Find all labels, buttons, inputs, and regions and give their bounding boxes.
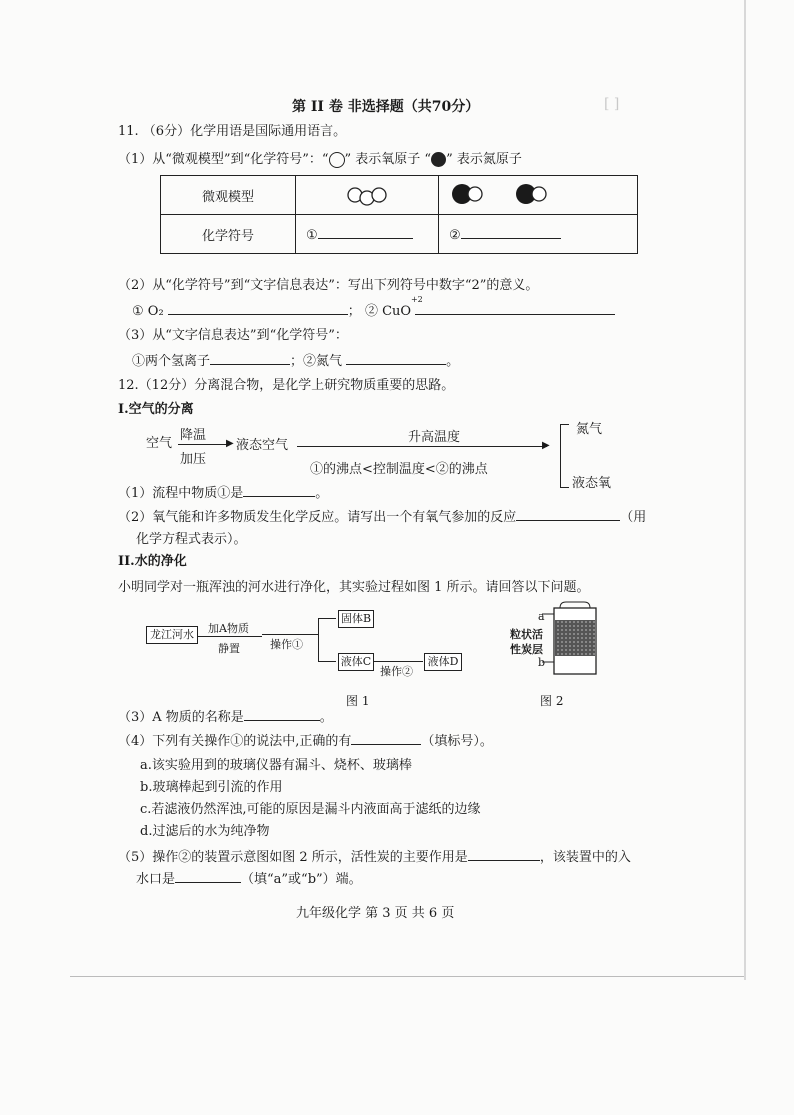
symbol-cell-1: ① (296, 215, 439, 254)
answer-blank[interactable] (516, 508, 620, 521)
oxygen-atom-icon (329, 152, 345, 168)
answer-blank[interactable] (351, 732, 421, 745)
q12-intro: 小明同学对一瓶浑浊的河水进行净化，其实验过程如图 1 所示。请回答以下问题。 (118, 580, 590, 595)
flow-step-cool: 降温 (180, 428, 207, 443)
fig2-carbon-label-2: 性炭层 (510, 643, 543, 656)
model-cell-1 (296, 176, 439, 215)
answer-blank[interactable] (468, 848, 540, 861)
q12-part2: （2）氧气能和许多物质发生化学反应。请写出一个有氧气参加的反应 （用 (118, 510, 647, 525)
q11-part2-answers: ① O₂ ； ② CuO +2 (132, 300, 615, 319)
flow-step-pressure: 加压 (180, 452, 207, 467)
fig1-op2-label: 操作② (380, 665, 413, 678)
fig1-arrow (198, 636, 262, 637)
fig1-line (262, 634, 318, 635)
nitrogen-atom-icon (431, 152, 446, 167)
q12-section1-title: I.空气的分离 (118, 402, 194, 417)
fig1-add-label: 加A物质 (208, 622, 249, 635)
fig1-branch-bottom (318, 661, 336, 662)
model-cell-2 (439, 176, 638, 215)
fig1-caption: 图 1 (346, 694, 370, 708)
q12-part5: （5）操作②的装置示意图如图 2 所示，活性炭的主要作用是 ，该装置中的入 (118, 850, 631, 865)
page-footer: 九年级化学 第 3 页 共 6 页 (296, 906, 455, 921)
arrow-head: ▶ (226, 438, 234, 449)
answer-blank[interactable] (461, 226, 561, 239)
page-edge (744, 0, 746, 980)
flow-arrow-1 (178, 444, 230, 445)
fig2-carbon-label-1: 粒状活 (510, 628, 543, 641)
page-bottom-line (70, 976, 744, 977)
fig1-arrow-2 (373, 661, 423, 662)
o3-molecule-icon (297, 178, 437, 208)
fig2-caption: 图 2 (540, 694, 564, 708)
fig2-filter-apparatus (540, 600, 604, 680)
answer-blank[interactable] (415, 302, 615, 315)
answer-blank[interactable] (243, 484, 315, 497)
answer-blank[interactable] (244, 708, 320, 721)
answer-blank[interactable] (210, 352, 290, 365)
flow-arrow-2 (297, 446, 547, 447)
fig1-liquidC-box: 液体C (338, 653, 374, 671)
q12-section2-title: II.水的净化 (118, 554, 187, 569)
fig1-liquidD-box: 液体D (424, 653, 462, 671)
q12-part4: （4）下列有关操作①的说法中,正确的有 （填标号）。 (118, 734, 493, 749)
q11-part3-answers: ①两个氢离子 ；②氮气 。 (132, 354, 460, 369)
flow-output-2: 液态氧 (572, 476, 612, 491)
q11-part1: （1）从“微观模型”到“化学符号”：“ ” 表示氧原子 “ ” 表示氮原子 (118, 152, 522, 167)
model-table (160, 175, 638, 254)
answer-blank[interactable] (318, 226, 413, 239)
option-b: b.玻璃棒起到引流的作用 (140, 780, 283, 795)
answer-blank[interactable] (346, 352, 446, 365)
q12-stem: 12.（12分）分离混合物，是化学上研究物质重要的思路。 (118, 378, 455, 393)
q12-part1: （1）流程中物质①是 。 (118, 486, 329, 501)
flow-air: 空气 (146, 436, 173, 451)
fig1-branch (318, 618, 319, 662)
fig1-river-box: 龙江河水 (146, 626, 198, 644)
fig1-still-label: 静置 (218, 642, 240, 655)
option-d: d.过滤后的水为纯净物 (140, 824, 270, 839)
option-a: a.该实验用到的玻璃仪器有漏斗、烧杯、玻璃棒 (140, 758, 412, 773)
q12-part5-cont: 水口是 （填“a”或“b”）端。 (136, 872, 362, 887)
answer-blank[interactable] (168, 302, 348, 315)
flow-arrow-bottom-label: ①的沸点<控制温度<②的沸点 (310, 462, 488, 477)
q11-part3: （3）从“文字信息表达”到“化学符号”： (118, 328, 348, 343)
flow-output-1: 氮气 (576, 422, 603, 437)
section-header: 第 II 卷 非选择题（共70分） (292, 99, 480, 115)
no-molecule-icon (440, 178, 636, 208)
fig2-label-b: b (538, 656, 546, 669)
answer-blank[interactable] (175, 870, 241, 883)
table-row-label: 微观模型 (161, 176, 296, 215)
q12-part3: （3）A 物质的名称是 。 (118, 710, 333, 725)
q11-part2: （2）从“化学符号”到“文字信息表达”：写出下列符号中数字“2”的意义。 (118, 278, 539, 293)
bleed-text: [ ] (604, 96, 620, 112)
fig1-solidB-box: 固体B (338, 610, 374, 628)
flow-bracket (560, 424, 569, 488)
option-c: c.若滤液仍然浑浊,可能的原因是漏斗内液面高于滤纸的边缘 (140, 802, 481, 817)
flow-arrow-top-label: 升高温度 (408, 430, 461, 445)
q12-part2-cont: 化学方程式表示）。 (136, 532, 247, 547)
fig2-label-a: a (538, 610, 545, 623)
q11-stem: 11. （6分）化学用语是国际通用语言。 (118, 124, 347, 139)
arrow-head: ▶ (542, 440, 550, 451)
symbol-cell-2: ② (439, 215, 638, 254)
fig1-op1-label: 操作① (270, 638, 303, 651)
table-row-label: 化学符号 (161, 215, 296, 254)
fig1-branch-top (318, 618, 336, 619)
flow-liquid-air: 液态空气 (236, 438, 289, 453)
